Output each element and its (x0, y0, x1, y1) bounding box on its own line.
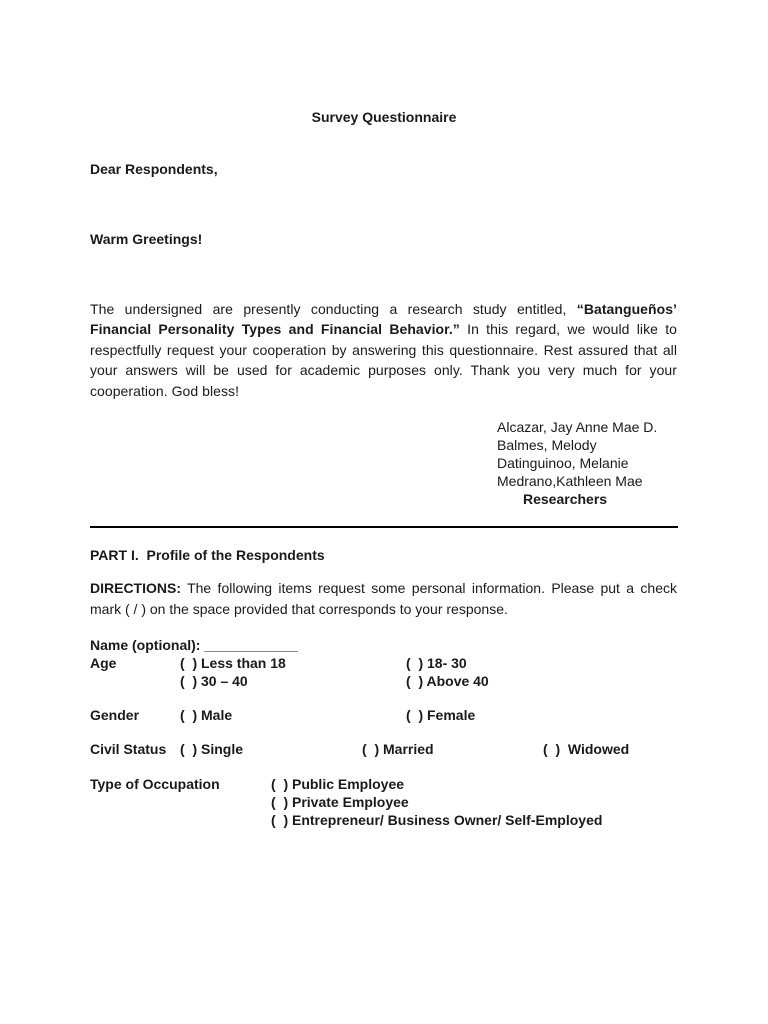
study-title: “Batangueños’ Financial Personality Types and Financial Behavior.” (90, 301, 677, 338)
gender-option-female[interactable]: ( ) Female (406, 707, 476, 723)
researchers-role-label: Researchers (523, 491, 608, 507)
directions-paragraph (90, 578, 677, 620)
directions-text: The following items request some personal information. Please put a check mark ( / ) on the space provided that corresponds to your response. (90, 580, 677, 617)
occupation-option-private-employee[interactable]: ( ) Private Employee (271, 794, 409, 810)
civil-status-option-widowed[interactable]: ( ) Widowed (543, 741, 630, 757)
salutation: Dear Respondents, (90, 161, 218, 177)
occupation-option-entrepreneur[interactable]: ( ) Entrepreneur/ Business Owner/ Self-Employed (271, 812, 603, 828)
document-title: Survey Questionnaire (311, 109, 457, 125)
greeting: Warm Greetings! (90, 231, 203, 247)
civil-status-label: Civil Status (90, 741, 167, 757)
age-option-18-30[interactable]: ( ) 18- 30 (406, 655, 467, 671)
age-label: Age (90, 655, 117, 671)
age-option-above-40[interactable]: ( ) Above 40 (406, 673, 489, 689)
gender-label: Gender (90, 707, 140, 723)
researcher-name: Alcazar, Jay Anne Mae D. (497, 419, 658, 435)
directions-label: DIRECTIONS: (90, 580, 181, 596)
age-option-less-than-18[interactable]: ( ) Less than 18 (180, 655, 286, 671)
gender-option-male[interactable]: ( ) Male (180, 707, 233, 723)
section-divider (90, 526, 678, 528)
researcher-name: Datinguinoo, Melanie (497, 455, 629, 471)
part1-heading: PART I. Profile of the Respondents (90, 547, 325, 563)
civil-status-option-single[interactable]: ( ) Single (180, 741, 243, 757)
researchers-block (497, 418, 657, 508)
researcher-name: Balmes, Melody (497, 437, 597, 453)
age-option-30-40[interactable]: ( ) 30 – 40 (180, 673, 248, 689)
occupation-label: Type of Occupation (90, 776, 220, 792)
researcher-name: Medrano,Kathleen Mae (497, 473, 643, 489)
intro-text-start: The undersigned are presently conducting a research study entitled, (90, 301, 577, 317)
occupation-option-public-employee[interactable]: ( ) Public Employee (271, 776, 405, 792)
name-field[interactable]: Name (optional): ____________ (90, 637, 298, 653)
intro-text-end: In this regard, we would like to respectfully request your cooperation by answering this questionnaire. Rest assured that all your answers will be used for academic purposes only. Thank you very much for your cooperation. God bless! (90, 321, 677, 399)
intro-paragraph (90, 299, 677, 401)
civil-status-option-married[interactable]: ( ) Married (362, 741, 434, 757)
